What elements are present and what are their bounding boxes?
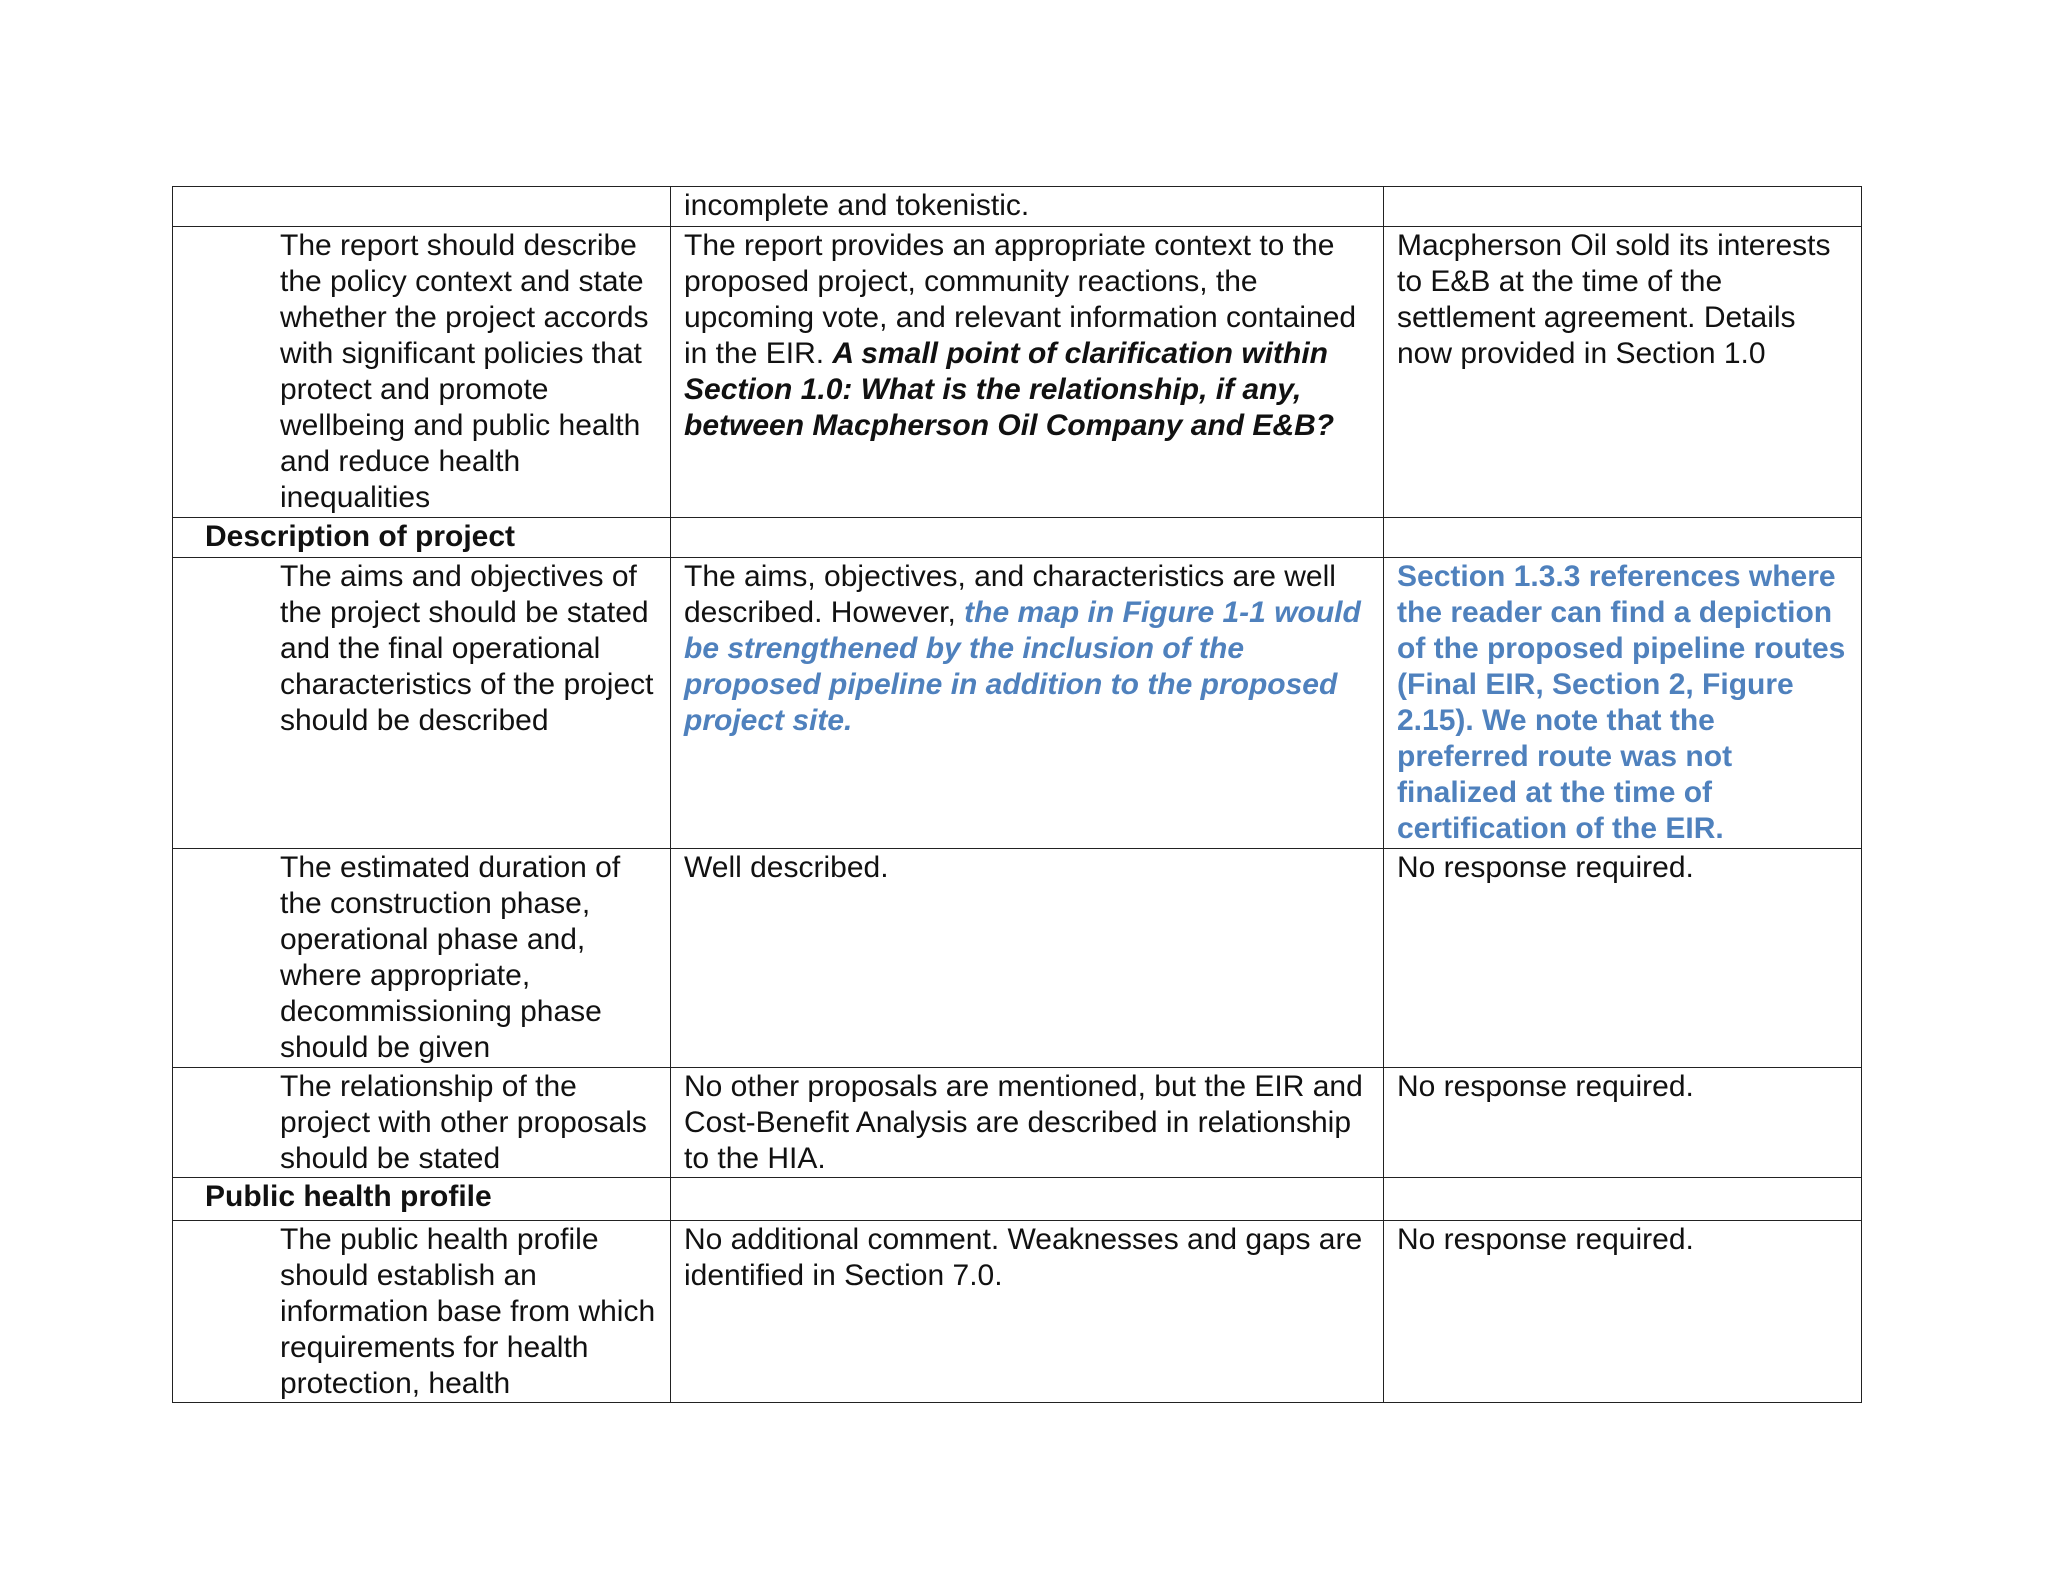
criterion-cell: The report should describe the policy context and state whether the project accords with significant policies that protect and promote wellbeing and public health and reduce health inequalities xyxy=(173,227,671,518)
table-row xyxy=(173,227,1862,518)
response-cell: Section 1.3.3 references where the reader can find a depiction of the proposed pipeline routes (Final EIR, Section 2, Figure 2.15). We note that the preferred route was not finalized at the time of certification of the EIR. xyxy=(1384,558,1862,849)
response-cell xyxy=(1384,187,1862,227)
table-row xyxy=(173,1068,1862,1178)
review-cell: No additional comment. Weaknesses and gaps are identified in Section 7.0. xyxy=(671,1221,1384,1403)
empty-cell xyxy=(1384,518,1862,558)
response-cell: No response required. xyxy=(1384,1221,1862,1403)
empty-cell xyxy=(1384,1178,1862,1221)
review-emphasis-text: A small point of clarification within Section 1.0: What is the relationship, if any, between Macpherson Oil Company and E&B? xyxy=(684,337,1335,442)
criterion-cell: The estimated duration of the construction phase, operational phase and, where appropriate, decommissioning phase should be given xyxy=(173,849,671,1068)
response-cell: No response required. xyxy=(1384,1068,1862,1178)
review-cell xyxy=(671,227,1384,518)
review-emphasis-text: the map in Figure 1-1 would be strengthened by the inclusion of the proposed pipeline in addition to the proposed project site. xyxy=(684,596,1361,737)
table-row xyxy=(173,849,1862,1068)
review-text: The aims, objectives, and characteristics are well described. However, xyxy=(684,560,1336,629)
review-text: The report provides an appropriate context to the proposed project, community reactions, the upcoming vote, and relevant information contained in the EIR. xyxy=(684,229,1357,370)
criterion-cell xyxy=(173,187,671,227)
section-header-row xyxy=(173,1178,1862,1221)
review-cell: Well described. xyxy=(671,849,1384,1068)
criterion-cell: The aims and objectives of the project should be stated and the final operational characteristics of the project should be described xyxy=(173,558,671,849)
criterion-cell: The public health profile should establish an information base from which requirements for health protection, health xyxy=(173,1221,671,1403)
table-row xyxy=(173,558,1862,849)
section-heading: Description of project xyxy=(173,518,671,558)
empty-cell xyxy=(671,1178,1384,1221)
criterion-cell: The relationship of the project with other proposals should be stated xyxy=(173,1068,671,1178)
review-cell: No other proposals are mentioned, but the EIR and Cost-Benefit Analysis are described in relationship to the HIA. xyxy=(671,1068,1384,1178)
response-cell: No response required. xyxy=(1384,849,1862,1068)
table-row xyxy=(173,187,1862,227)
empty-cell xyxy=(671,518,1384,558)
section-heading: Public health profile xyxy=(173,1178,671,1221)
review-cell xyxy=(671,558,1384,849)
section-header-row xyxy=(173,518,1862,558)
table-row xyxy=(173,1221,1862,1403)
review-table xyxy=(172,186,1862,1403)
review-cell: incomplete and tokenistic. xyxy=(671,187,1384,227)
response-cell: Macpherson Oil sold its interests to E&B at the time of the settlement agreement. Details now provided in Section 1.0 xyxy=(1384,227,1862,518)
